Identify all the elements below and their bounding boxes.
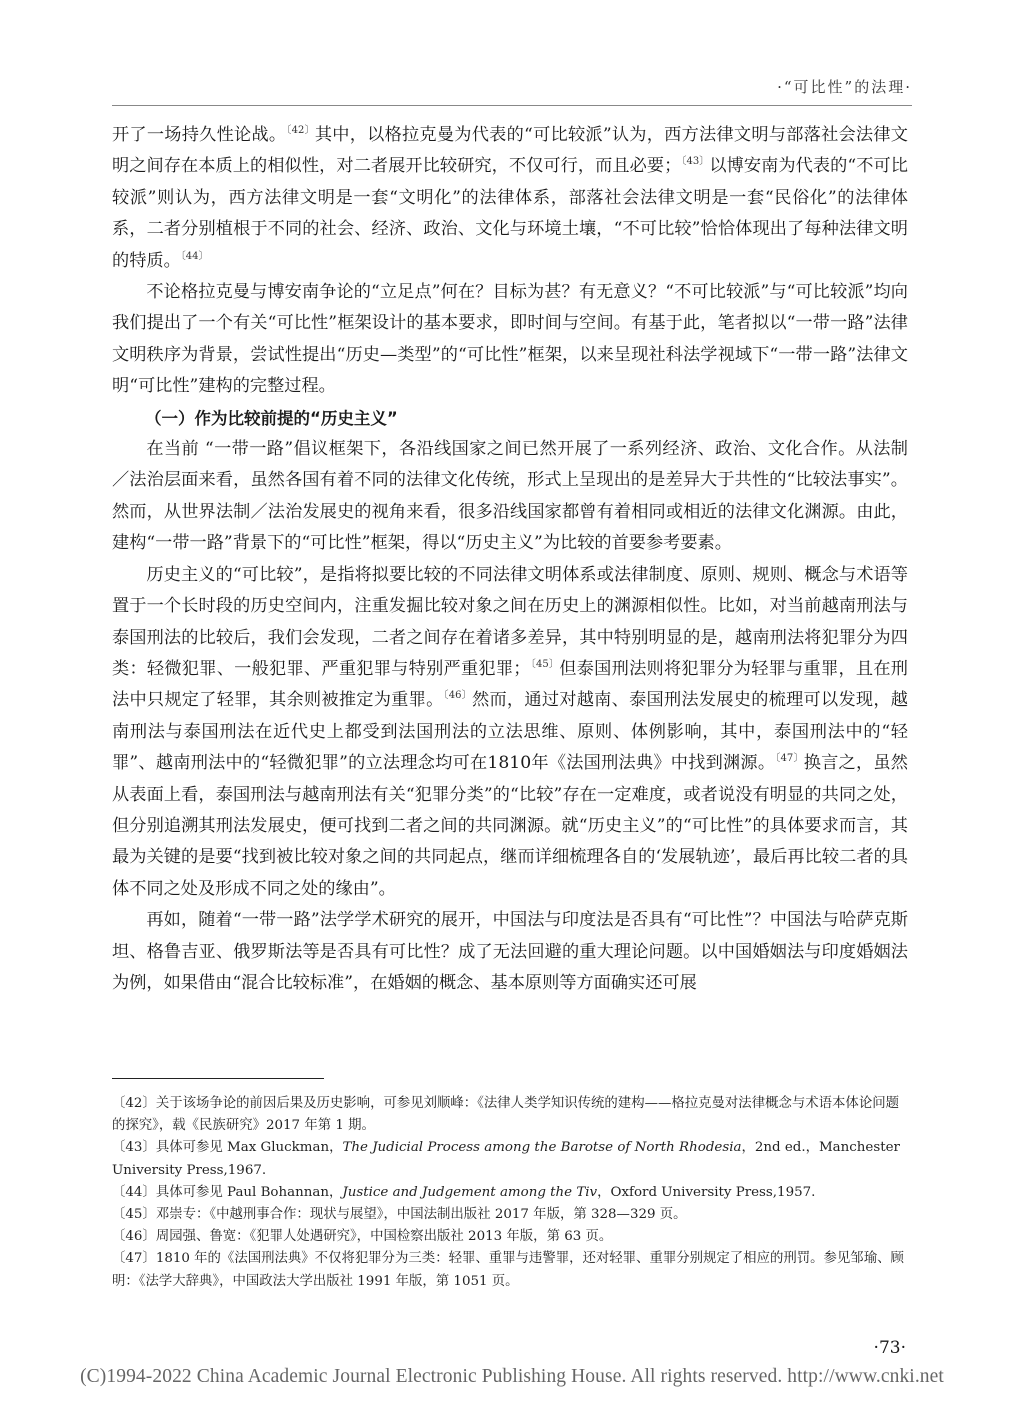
article-body xyxy=(112,120,908,999)
footnote-text: ，Oxford University Press,1957. xyxy=(597,1184,816,1200)
footnote-44 xyxy=(112,1182,908,1204)
book-title: The Judicial Process among the Barotse of North Rhodesia xyxy=(342,1140,742,1156)
footnote-46 xyxy=(112,1226,908,1248)
footnote-text: 1810 年的《法国刑法典》不仅将犯罪分为三类：轻罪、重罪与违警罪，还对轻罪、重罪分别规定了相应的刑罚。参见邹瑜、顾明：《法学大辞典》，中国政法大学出版社 1991 年版，第 1051 页。 xyxy=(112,1251,904,1289)
footnote-number: 〔47〕 xyxy=(112,1251,156,1267)
footnote-number: 〔46〕 xyxy=(112,1229,156,1245)
footnote-42 xyxy=(112,1093,908,1137)
paragraph-4 xyxy=(112,560,908,905)
footnote-ref-43[interactable]: 〔43〕 xyxy=(681,156,710,168)
footnote-text: 具体可参见 Paul Bohannan， xyxy=(155,1184,343,1200)
copyright-notice: (C)1994-2022 China Academic Journal Electronic Publishing House. All rights reserved. http://www.cnki.net xyxy=(80,1366,944,1387)
text: 然而，通过对越南、泰国刑法发展史的梳理可以发现，越南刑法与泰国刑法在近代史上都受到法国刑法的立法思维、原则、体例影响，其中，泰国刑法中的“轻罪”、越南刑法中的“轻微犯罪”的立法理念均可在1810年《法国刑法典》中找到渊源。 xyxy=(112,690,908,774)
footnote-45 xyxy=(112,1204,908,1226)
page-number: ·73· xyxy=(873,1338,906,1358)
footnote-ref-46[interactable]: 〔46〕 xyxy=(443,690,473,702)
text: 其中，以格拉克曼为代表的“可比较派”认为，西方法律文明与部落社会法律文明之间存在本质上的相似性，对二者展开比较研究，不仅可行，而且必要； xyxy=(112,125,908,177)
text: 开了一场持久性论战。 xyxy=(112,125,287,145)
footnote-number: 〔43〕 xyxy=(112,1140,156,1156)
footnote-ref-42[interactable]: 〔42〕 xyxy=(286,125,315,136)
text: 以博安南为代表的“不可比较派”则认为，西方法律文明是一套“文明化”的法律体系，部落社会法律文明是一套“民俗化”的法律体系，二者分别植根于不同的社会、经济、政治、文化与环境土壤，“不可比较”恰恰体现出了每种法律文明的特质。 xyxy=(112,156,908,271)
paragraph-2: 不论格拉克曼与博安南争论的“立足点”何在？目标为甚？有无意义？“不可比较派”与“可比较派”均向我们提出了一个有关“可比性”框架设计的基本要求，即时间与空间。有基于此，笔者拟以“一带一路”法律文明秩序为背景，尝试性提出“历史—类型”的“可比性”框架，以来呈现社科法学视域下“一带一路”法律文明“可比性”建构的完整过程。 xyxy=(112,282,908,397)
text: 换言之，虽然从表面上看，泰国刑法与越南刑法有关“犯罪分类”的“比较”存在一定难度，或者说没有明显的共同之处，但分别追溯其刑法发展史，便可找到二者之间的共同渊源。就“历史主义”的“可比性”的具体要求而言，其最为关键的是要“找到被比较对象之间的共同起点，继而详细梳理各自的‘发展轨迹’，最后再比较二者的具体不同之处及形成不同之处的缘由”。 xyxy=(112,753,908,899)
footnote-ref-45[interactable]: 〔45〕 xyxy=(530,658,560,670)
footnote-number: 〔42〕 xyxy=(112,1096,156,1111)
footnote-ref-44[interactable]: 〔44〕 xyxy=(180,250,209,262)
footnote-text: 邓崇专：《中越刑事合作：现状与展望》，中国法制出版社 2017 年版，第 328—329 页。 xyxy=(155,1207,687,1223)
section-heading: （一）作为比较前提的“历史主义” xyxy=(145,408,398,428)
footnote-text: 具体可参见 Max Gluckman， xyxy=(155,1140,343,1156)
running-head: ·“可比性”的法理· xyxy=(777,78,912,96)
text: 历史主义的“可比较”，是指将拟要比较的不同法律文明体系或法律制度、原则、规则、概念与术语等置于一个长时段的历史空间内，注重发掘比较对象之间在历史上的渊源相似性。比如，对当前越南刑法与泰国刑法的比较后，我们会发现，二者之间存在着诸多差异，其中特别明显的是，越南刑法将犯罪分为四类：轻微犯罪、一般犯罪、严重犯罪与特别严重犯罪； xyxy=(112,564,908,679)
text: 但泰国刑法则将犯罪分为轻罪与重罪，且在刑法中只规定了轻罪，其余则被推定为重罪。 xyxy=(112,658,908,711)
paragraph-1 xyxy=(112,120,908,277)
footnote-text: 周园强、鲁宽：《犯罪人处遇研究》，中国检察出版社 2013 年版，第 63 页。 xyxy=(155,1229,613,1245)
footnote-divider xyxy=(112,1078,324,1079)
footnote-number: 〔44〕 xyxy=(112,1184,156,1200)
footnote-number: 〔45〕 xyxy=(112,1207,156,1223)
footnotes xyxy=(112,1093,908,1293)
header-divider xyxy=(112,105,912,106)
footnote-text: 关于该场争论的前因后果及历史影响，可参见刘顺峰：《法律人类学知识传统的建构——格拉克曼对法律概念与术语本体论问题的探究》，载《民族研究》2017 年第 1 期。 xyxy=(112,1096,899,1134)
book-title: Justice and Judgement among the Tiv xyxy=(342,1184,598,1200)
footnote-text: ，2nd ed.，Manchester University Press,1967. xyxy=(112,1140,900,1178)
footnote-ref-47[interactable]: 〔47〕 xyxy=(775,753,804,765)
footnote-43 xyxy=(112,1137,908,1181)
footnote-47 xyxy=(112,1248,908,1292)
paragraph-5: 再如，随着“一带一路”法学学术研究的展开，中国法与印度法是否具有“可比性”？中国法与哈萨克斯坦、格鲁吉亚、俄罗斯法等是否具有可比性？成了无法回避的重大理论问题。以中国婚姻法与印度婚姻法为例，如果借由“混合比较标准”，在婚姻的概念、基本原则等方面确实还可展 xyxy=(112,910,908,993)
paragraph-3: 在当前 “一带一路”倡议框架下，各沿线国家之间已然开展了一系列经济、政治、文化合作。从法制／法治层面来看，虽然各国有着不同的法律文化传统，形式上呈现出的是差异大于共性的“比较法事实”。然而，从世界法制／法治发展史的视角来看，很多沿线国家都曾有着相同或相近的法律文化渊源。由此，建构“一带一路”背景下的“可比性”框架，得以“历史主义”为比较的首要参考要素。 xyxy=(112,439,908,554)
